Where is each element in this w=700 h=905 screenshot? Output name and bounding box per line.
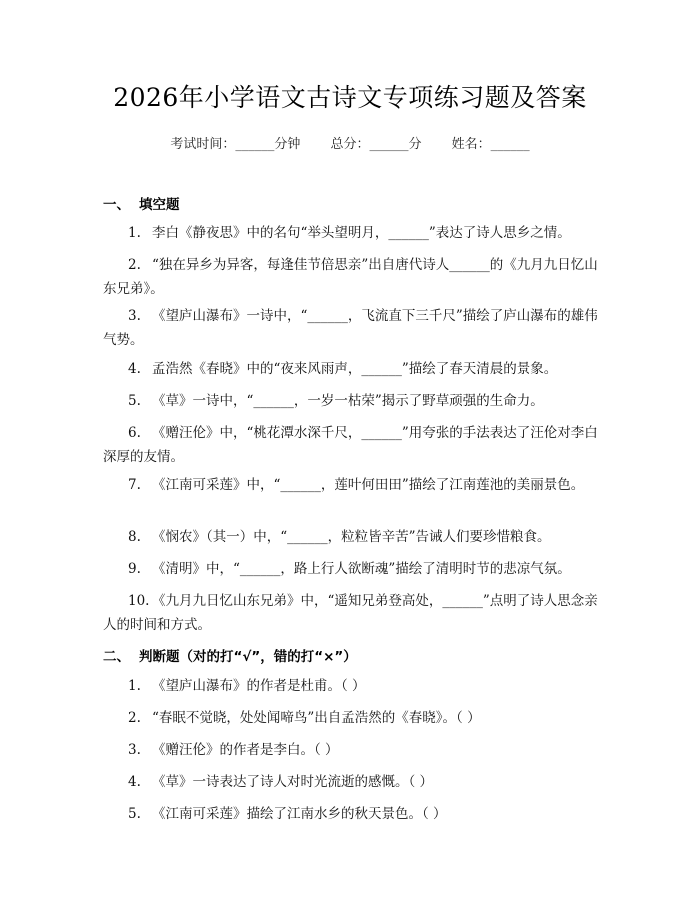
question-item	[103, 421, 603, 469]
question-item	[103, 738, 603, 762]
question-text: 《赠汪伦》的作者是李白。（ ）	[152, 742, 339, 758]
section-heading-true-false	[103, 645, 357, 665]
question-text: 《江南可采莲》中，“______，莲叶何田田”描绘了江南莲池的美丽景色。	[152, 477, 585, 493]
question-item	[103, 221, 603, 245]
question-number: 10.	[128, 593, 150, 609]
question-number: 4.	[128, 774, 141, 790]
question-item	[103, 674, 603, 698]
section-title: 判断题（对的打“√”，错的打“×”）	[139, 649, 357, 665]
question-text: 《草》一诗中，“______，一岁一枯荣”揭示了野草顽强的生命力。	[152, 393, 544, 409]
question-item	[103, 557, 603, 581]
exam-time: 考试时间：______分钟	[170, 137, 301, 152]
question-item	[103, 802, 603, 826]
question-text: 孟浩然《春晓》中的“夜来风雨声，______”描绘了春天清晨的景象。	[152, 361, 558, 377]
section-number: 二、	[103, 649, 130, 665]
question-item	[103, 589, 603, 637]
question-number: 1.	[128, 678, 141, 694]
exam-name: 姓名：______	[451, 137, 530, 152]
question-number: 2.	[128, 257, 141, 273]
question-number: 8.	[128, 529, 141, 545]
question-number: 9.	[128, 561, 141, 577]
question-item	[103, 357, 603, 381]
question-item	[103, 304, 603, 352]
question-text: 《九月九日忆山东兄弟》中，“遥知兄弟登高处，______”点明了诗人思念亲人的时间和方式。	[103, 593, 598, 633]
question-number: 5.	[128, 393, 141, 409]
question-text: 李白《静夜思》中的名句“举头望明月，______”表达了诗人思乡之情。	[152, 225, 571, 241]
question-text: 《江南可采莲》描绘了江南水乡的秋天景色。（ ）	[152, 806, 447, 822]
question-number: 3.	[128, 742, 141, 758]
question-text: 《悯农》（其一）中，“______，粒粒皆辛苦”告诫人们要珍惜粮食。	[152, 529, 551, 545]
question-item	[103, 253, 603, 301]
question-number: 4.	[128, 361, 141, 377]
section-number: 一、	[103, 197, 130, 213]
question-text: 《望庐山瀑布》的作者是杜甫。（ ）	[152, 678, 366, 694]
question-item	[103, 473, 603, 497]
exam-meta	[0, 133, 700, 152]
question-number: 6.	[128, 425, 141, 441]
question-text: “春眠不觉晓，处处闻啼鸟”出自孟浩然的《春晓》。（ ）	[152, 710, 481, 726]
question-number: 5.	[128, 806, 141, 822]
question-item	[103, 706, 603, 730]
question-item	[103, 525, 603, 549]
question-number: 7.	[128, 477, 141, 493]
exam-score: 总分：______分	[330, 137, 422, 152]
section-heading-fill-blank	[103, 193, 180, 213]
question-number: 3.	[128, 308, 141, 324]
question-text: 《望庐山瀑布》一诗中，“______，飞流直下三千尺”描绘了庐山瀑布的雄伟气势。	[103, 308, 598, 348]
question-text: “独在异乡为异客，每逢佳节倍思亲”出自唐代诗人______的《九月九日忆山东兄弟》。	[103, 257, 598, 297]
page-title: 2026年小学语文古诗文专项练习题及答案	[113, 83, 587, 112]
question-item	[103, 770, 603, 794]
question-text: 《赠汪伦》中，“桃花潭水深千尺，______”用夸张的手法表达了汪伦对李白深厚的友情。	[103, 425, 598, 465]
section-title: 填空题	[139, 197, 180, 213]
question-number: 1.	[128, 225, 141, 241]
question-item	[103, 389, 603, 413]
question-number: 2.	[128, 710, 141, 726]
question-text: 《草》一诗表达了诗人对时光流逝的感慨。（ ）	[152, 774, 434, 790]
question-text: 《清明》中，“______，路上行人欲断魂”描绘了清明时节的悲凉气氛。	[152, 561, 571, 577]
